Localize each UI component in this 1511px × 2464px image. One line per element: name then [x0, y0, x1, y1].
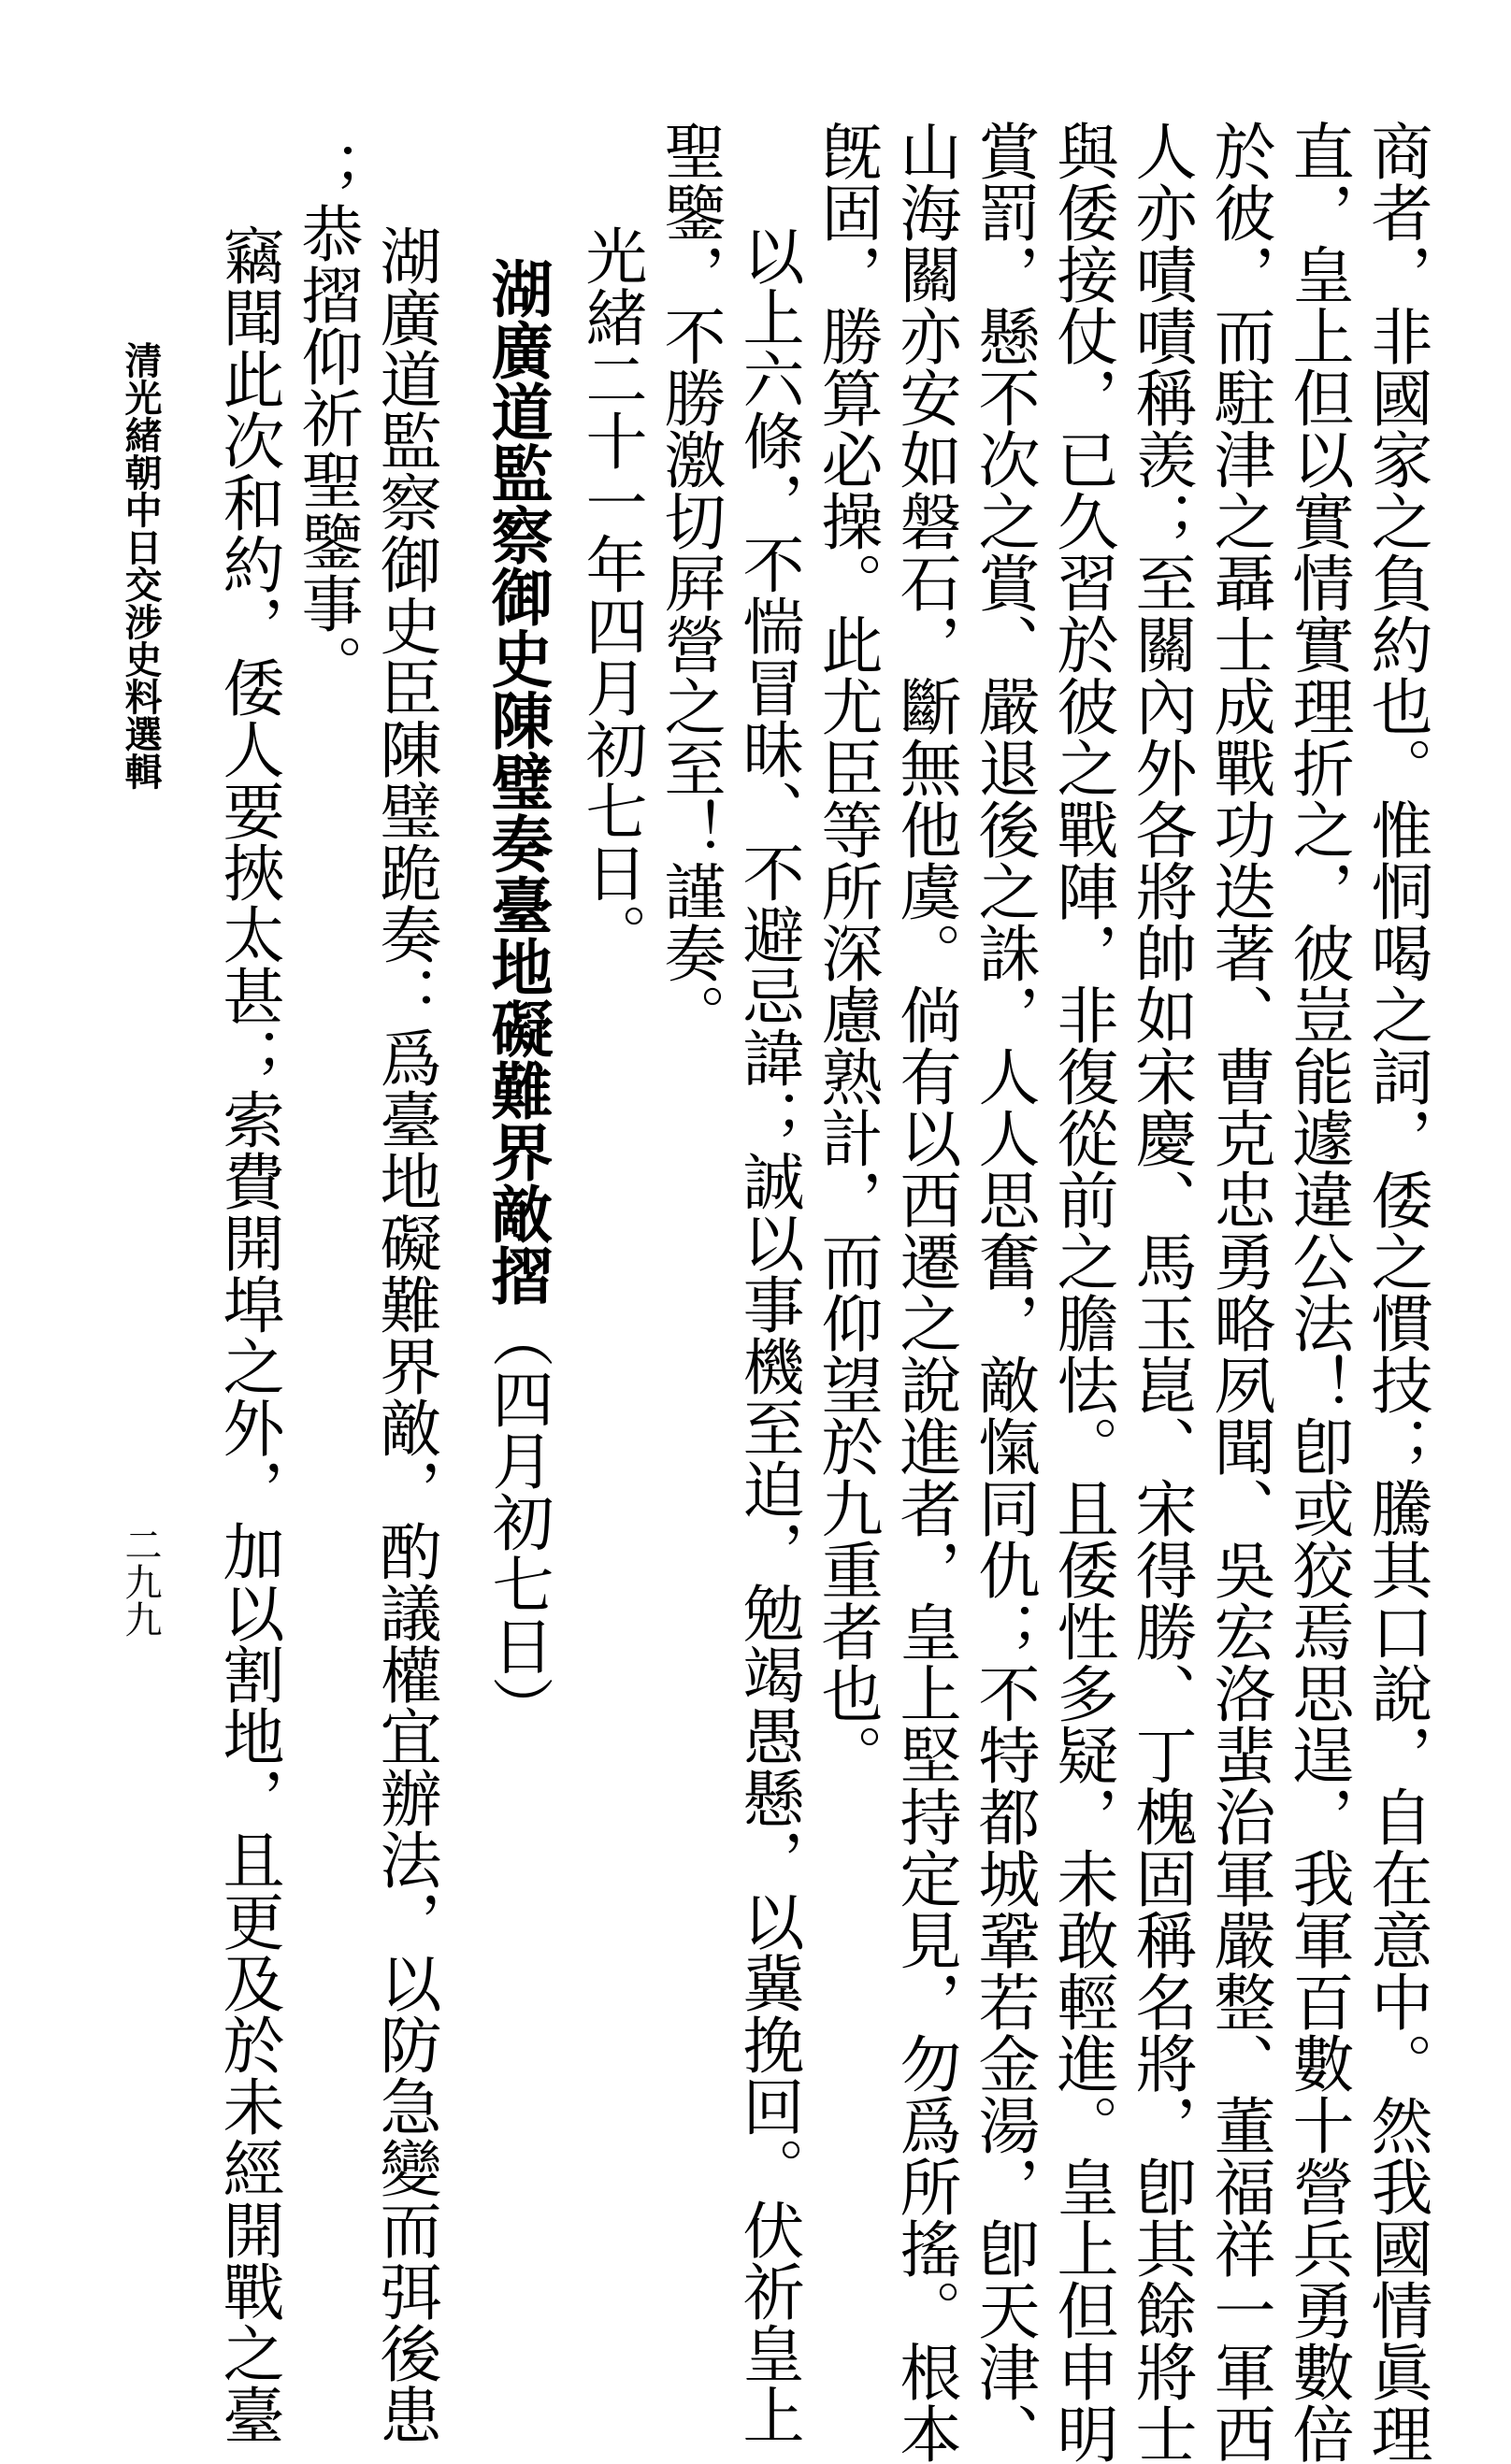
text-column: 旣固，勝算必操。此尤臣等所深慮熟計，而仰望於九重者也。: [811, 120, 883, 1785]
text-column: 直，皇上但以實情實理折之，彼豈能遽違公法！卽或狡焉思逞，我軍百數十營兵勇數倍: [1282, 120, 1354, 2464]
memorial-title: [481, 257, 554, 1738]
date-line: 光緒二十一年四月初七日。: [575, 224, 647, 965]
text-column: 人亦嘖嘖稱羡；至關內外各將帥如宋慶、馬玉崑、宋得勝、丁槐固稱名將，卽其餘將士: [1125, 120, 1197, 2464]
text-column: 商者，非國家之負約也。惟恫喝之詞，倭之慣技；騰其口說，自在意中。然我國情眞理: [1360, 120, 1432, 2464]
text-column: 於彼，而駐津之聶士成戰功迭著、曹克忠勇略夙聞、吳宏洛蜚治軍嚴整、董福祥一軍西: [1203, 120, 1275, 2464]
text-column: 與倭接仗，已久習於彼之戰陣，非復從前之膽怯。且倭性多疑，未敢輕進。皇上但申明: [1046, 120, 1118, 2464]
text-column: 竊聞此次和約，倭人要挾太甚；索費開埠之外，加以割地，且更及於未經開戰之臺: [212, 224, 284, 2445]
book-title: 清光緒朝中日交涉史料選輯: [119, 341, 163, 790]
text-column: 以上六條，不惴冒昧、不避忌諱；誠以事機至迫，勉竭愚懸，以冀挽回。伏祈皇上: [732, 224, 804, 2445]
text-column: 湖廣道監察御史臣陳璧跪奏：爲臺地礙難界敵，酌議權宜辦法，以防急變而弭後患: [369, 224, 441, 2445]
memorial-title-date: （四月初七日）: [482, 1306, 554, 1738]
text-column: 賞罰，懸不次之賞、嚴退後之誅，人人思奮，敵愾同仇；不特都城鞏若金湯，卽天津、: [968, 120, 1040, 2464]
text-column: 山海關亦安如磐石，斷無他虞。倘有以西遷之說進者，皇上堅持定見，勿爲所搖。根本: [889, 120, 961, 2464]
memorial-title-text: 湖廣道監察御史陳璧奏臺地礙難界敵摺: [481, 257, 554, 1306]
text-column: ；恭摺仰祈聖鑒事。: [291, 140, 363, 695]
page-number: 二九九: [119, 1526, 162, 1638]
text-column: 聖鑒，不勝激切屛營之至！謹奏。: [654, 120, 726, 1045]
